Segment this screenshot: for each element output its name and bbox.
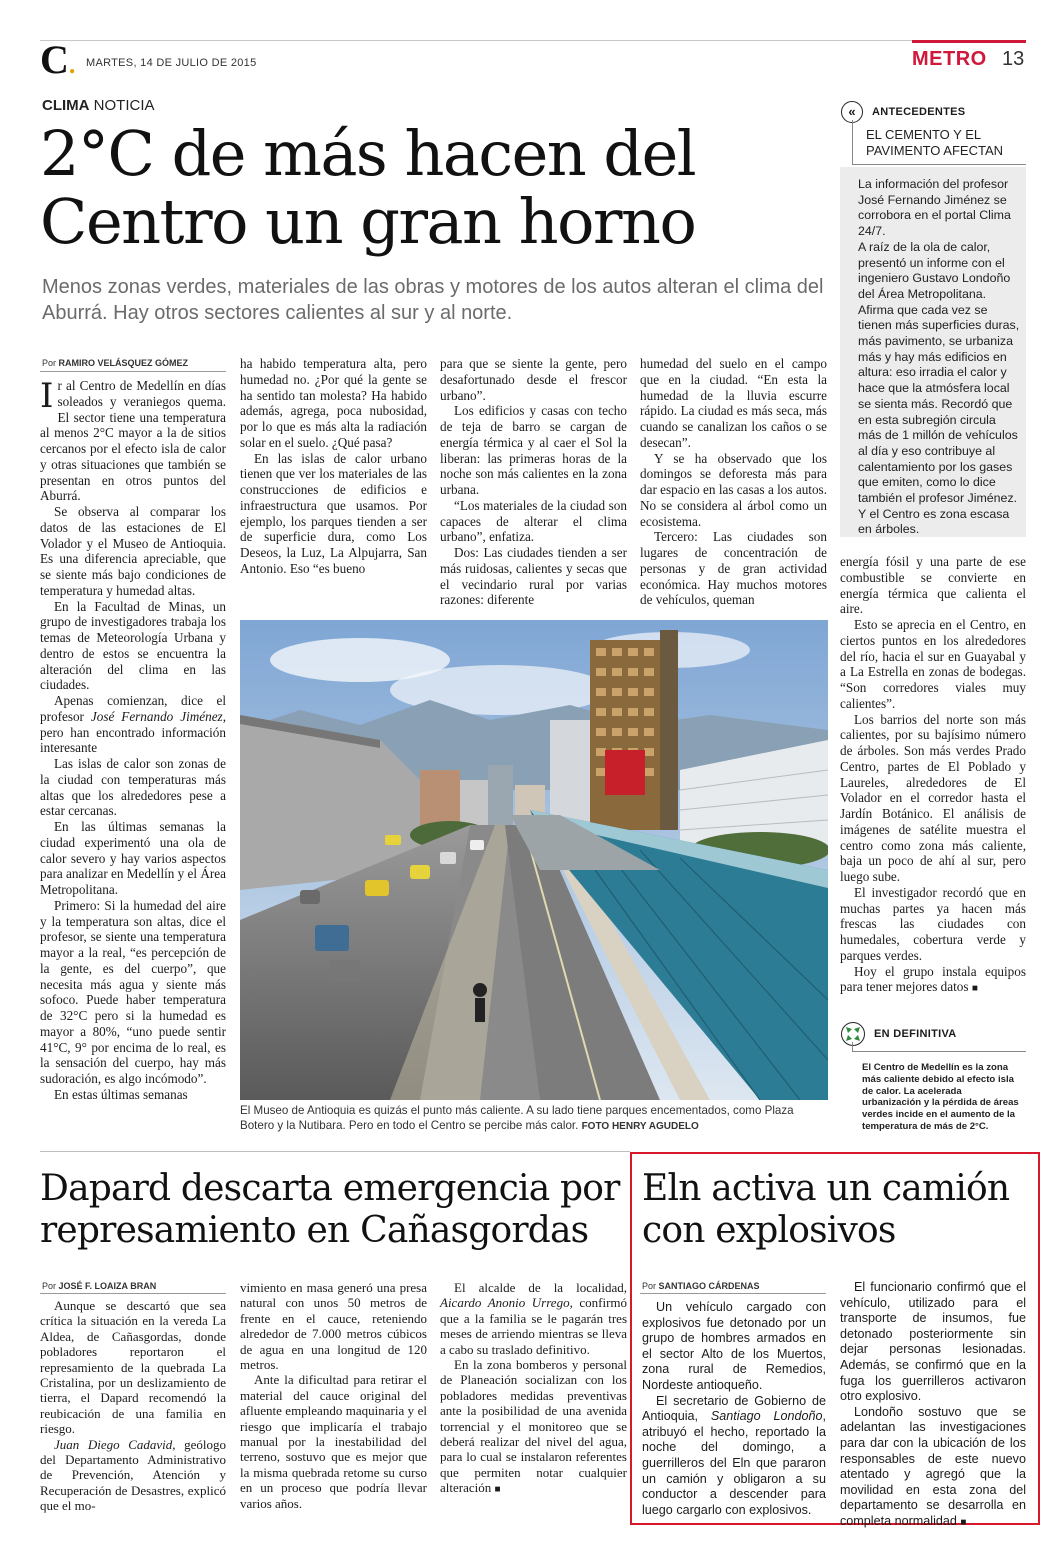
main-headline: 2°C de más hacen del Centro un gran horno [40, 117, 696, 258]
drop-cap: I [40, 376, 54, 416]
article3-column-1 [642, 1300, 826, 1518]
sidebar-text: La información del profesor José Fernando Jiménez se corrobora en el portal Clima 24/7. A raíz de la ola de calor, presentó un informe con el ingeniero Gustavo Londoño del Área Metropolitana. Afirma que cada vez se tienen más superficies duras, más pavimento, se urbaniza más y hay más edificios en altura: eso irradia el calor y hace que la atmósfera local se sienta más. Recordó que en esta subregión circula más de 1 millón de vehículos al día y eso contribuye al calentamiento por los gases que emiten, como lo dice también el profesor Jiménez. Y el Centro es zona escasa en árboles. [858, 177, 1020, 537]
sidebar-label: ANTECEDENTES [872, 106, 966, 118]
paragraph: Dos: Las ciudades tienden a ser más ruidosas, calientes y secas que el vecindario rural por varias razones: diferente [440, 545, 627, 608]
section-name[interactable]: METRO [912, 48, 987, 70]
photo-credit: FOTO HENRY AGUDELO [581, 1121, 699, 1132]
article2-headline: Dapard descarta emergencia por represamiento en Cañasgordas [40, 1168, 620, 1251]
paragraph: Primero: Si la humedad del aire y la temperatura son altas, dice el profesor, se siente una temperatura mayor a la real, “es percepción de la gente, es del cuerpo”, que necesita más agua y siente más sofoco. Puede haber temperatura de 32°C pero si la humedad es mayor a 80%, “uno puede sentir 41°C, 9° por encima de lo real, es la sensación del cuerpo, hay más sudoración, es algo incómodo”. [40, 897, 226, 1086]
article2-byline: Por JOSÉ F. LOAIZA BRAN [42, 1281, 157, 1291]
paragraph: Se observa al comparar los datos de las estaciones de El Volador y el Museo de Antioquia. Es una diferencia apreciable, que se siente más bajo condiciones de temperatura y humedad altas. [40, 504, 226, 598]
lead-paragraph: Ir al Centro de Medellín en días soleados y veraniegos quema. El sector tiene una temperatura al menos 2°C mayor a la de sitios cercanos por el efecto isla de calor y otras situaciones que también se presentan en otros puntos del Aburrá. [40, 376, 226, 504]
newspaper-logo[interactable]: C. [40, 37, 76, 82]
byline-rule [40, 1293, 226, 1294]
sidebar-title: EL CEMENTO Y EL PAVIMENTO AFECTAN [866, 127, 1004, 158]
article2-column-2 [240, 1280, 427, 1511]
article-column-2 [240, 356, 427, 577]
paragraph: En estas últimas semanas [54, 1086, 188, 1102]
article-kicker: CLIMA NOTICIA [42, 97, 155, 114]
paragraph: Juan Diego Cadavid, geólogo del Departamento Administrativo de Prevención, Atención y Recuperación de Desastres, explicó que el mo- [40, 1436, 227, 1514]
article-column-5 [840, 554, 1026, 997]
article3-byline: Por SANTIAGO CÁRDENAS [642, 1281, 760, 1291]
compress-arrows-icon [841, 1022, 865, 1046]
paragraph: Un vehículo cargado con explosivos fue detonado por un grupo de hombres armados en el sector Alto de los Muertos, zona rural de Remedios, Nordeste antioqueño. [642, 1300, 826, 1392]
paragraph: En las islas de calor urbano tienen que ver los materiales de las construcciones de edificios e infraestructura que usamos. Por ejemplo, los parques tienden a ser de superficie dura, como Los Deseos, la Luz, La Alpujarra, San Antonio. Eso “es bueno [240, 450, 427, 576]
paragraph: El secretario de Gobierno de Antioquia, Santiago Londoño, atribuyó el hecho, reportado la noche del domingo, a guerrilleros del Eln que pararon un camión y obligaron a su conductor a descender para luego cargarlo con explosivos. [642, 1393, 827, 1517]
paragraph: Los barrios del norte son más calientes, por su bajísimo número de árboles. Son más verdes Prado Centro, partes de El Poblado y Laureles, alrededores de El Volador en el corredor hasta el Jardín Botánico. El análisis de imágenes de satélite muestra el centro como zona más caliente, baja un poco de ahí al sur, pero luego sube. [840, 711, 1026, 884]
paragraph: El investigador recordó que en muchas partes ya hacen más frescas las ciudades con humedales, cobertura verde y parques verdes. [840, 884, 1026, 963]
paragraph: para que se siente la gente, pero desafortunado desde el frescor urbano”. [440, 356, 627, 403]
issue-date: MARTES, 14 DE JULIO DE 2015 [86, 57, 257, 69]
summary-label: EN DEFINITIVA [874, 1028, 957, 1040]
paragraph: Londoño sostuvo que se adelantan las investigaciones para dar con la ubicación de los responsables de este nuevo atentado y agregó que la movilidad en esta zona del departamento se desarrolla en completa normalidad ■ [840, 1404, 1026, 1528]
paragraph: El alcalde de la localidad, Aicardo Anonio Urrego, confirmó que a la familia se le pagarán tres meses de arriendo mientras se lleva a cabo su traslado definitivo. [440, 1280, 628, 1357]
paragraph: “Los materiales de la ciudad son capaces de alterar el clima urbano”, enfatiza. [440, 497, 627, 545]
byline: Por RAMIRO VELÁSQUEZ GÓMEZ [42, 358, 189, 368]
article2-column-3 [440, 1280, 627, 1498]
paragraph: Aunque se descartó que sea crítica la situación en la vereda La Aldea, de Cañasgordas, donde pobladores reportaron el represamiento de la quebrada La Cristalina, por un deslizamiento de tierra, el Dapard recomendó la reubicación de una familia en riesgo. [40, 1298, 226, 1437]
byline-rule [40, 371, 226, 372]
article-photo[interactable] [240, 620, 828, 1100]
page-number: 13 [1002, 48, 1025, 70]
top-rule [40, 40, 1026, 41]
paragraph: Y se ha observado que los domingos se deforesta más para dar espacio en las casas a los autos. No se considera al árbol como un ecosistema. [640, 450, 827, 529]
city-street-photo [240, 620, 828, 1100]
article-deck: Menos zonas verdes, materiales de las obras y motores de los autos alteran el clima del Aburrá. Hay otros sectores calientes al sur y al norte. [42, 276, 824, 324]
paragraph: ha habido temperatura alta, pero humedad no. ¿Por qué la gente se ha sentido tan molesta? Ha habido además, agrega, poca nubosidad, por lo que es más alta la radiación solar en el suelo. ¿Qué pasa? [240, 356, 427, 450]
paragraph: Los edificios y casas con techo de teja de barro se cargan de energía térmica y al caer el Sol la liberan: las primeras horas de la noche son más calientes en la zona urbana. [440, 403, 627, 497]
paragraph: Tercero: Las ciudades son lugares de concentración de personas y de gran actividad económica. Hay muchos motores de vehículos, queman [640, 529, 827, 608]
paragraph: energía fósil y una parte de ese combustible se convierte en energía térmica que calienta el aire. [840, 554, 1026, 617]
paragraph: El funcionario confirmó que el vehículo, utilizado para el transporte de insumos, fue detonado posteriormente sin dejar personas lesionadas. Además, se confirmó que en la fuga los guerrilleros activaron otro explosivo. [840, 1280, 1026, 1404]
article-column-3 [440, 356, 627, 608]
byline-rule [640, 1293, 826, 1294]
paragraph: vimiento en masa generó una presa natural con unos 50 metros de frente en el cauce, reteniendo alrededor de 7.000 metros cúbicos de agua en una longitud de 120 metros. [240, 1280, 427, 1373]
double-chevron-left-icon: « [841, 101, 863, 123]
article2-column-1 [40, 1298, 226, 1514]
paragraph: Las islas de calor son zonas de la ciudad con temperaturas más altas que los alrededores pese a estar cercanas. [40, 756, 226, 819]
section-bar [912, 40, 1026, 43]
paragraph: Esto se aprecia en el Centro, en ciertos puntos en los alrededores del río, hacia el sur en Guayabal y a La Estrella en zonas de bodegas. “Son corredores viales muy calientes”. [840, 617, 1026, 711]
photo-caption: El Museo de Antioquia es quizás el punto más caliente. A su lado tiene parques encementados, como Plaza Botero y la Nutibara. Pero en todo el Centro se percibe más calor. FOTO HENRY AGUDELO [240, 1104, 794, 1132]
sidebar-rule [852, 164, 1026, 165]
paragraph: En la Facultad de Minas, un grupo de investigadores trabaja los temas de Meteorología Urbana y dentro de estos se encuentra la alteración del clima en las ciudades. [40, 598, 226, 693]
article-column-1 [40, 378, 226, 1103]
paragraph: Apenas comienzan, dice el profesor José Fernando Jiménez, pero han encontrado información interesante [40, 693, 226, 756]
summary-rule [852, 1051, 1026, 1052]
article-column-4 [640, 356, 827, 608]
paragraph: Hoy el grupo instala equipos para tener mejores datos ■ [840, 963, 1026, 995]
summary-text: El Centro de Medellín es la zona más caliente debido al efecto isla de calor. La acelerada urbanización y la pérdida de áreas verdes incide en el aumento de la temperatura de más de 2°C. [862, 1062, 1019, 1132]
article3-column-2 [840, 1280, 1026, 1531]
paragraph: En las últimas semanas la ciudad experimentó una ola de calor severo y hay varios aspectos para analizar en Medellín y el Área Metropolitana. [40, 819, 226, 897]
sidebar-divider [852, 120, 853, 164]
paragraph: En la zona bomberos y personal de Planeación socializan con los pobladores medidas preventivas ante la posibilidad de una avenida torrencial y el monitoreo que se deberá realizar del nivel del agua, para lo cual se instalaron referentes que permiten notar cualquier alteración ■ [440, 1357, 627, 1496]
paragraph: humedad del suelo en el campo que en la ciudad. “En esta la humedad de la lluvia escurre rápido. La ciudad es más seca, más cuando se canalizan los caños o se desecan”. [640, 356, 827, 450]
paragraph: Ante la dificultad para retirar el material del cauce original del afluente empleando maquinaria y el riesgo que implicaría el trabajo manual por la inestabilidad del terreno, sostuvo que es mejor que la misma quebrada retome su curso en un proceso que podría llevar varios años. [240, 1372, 427, 1511]
section-divider [40, 1151, 630, 1152]
article3-headline: Eln activa un camión con explosivos [642, 1168, 1010, 1251]
